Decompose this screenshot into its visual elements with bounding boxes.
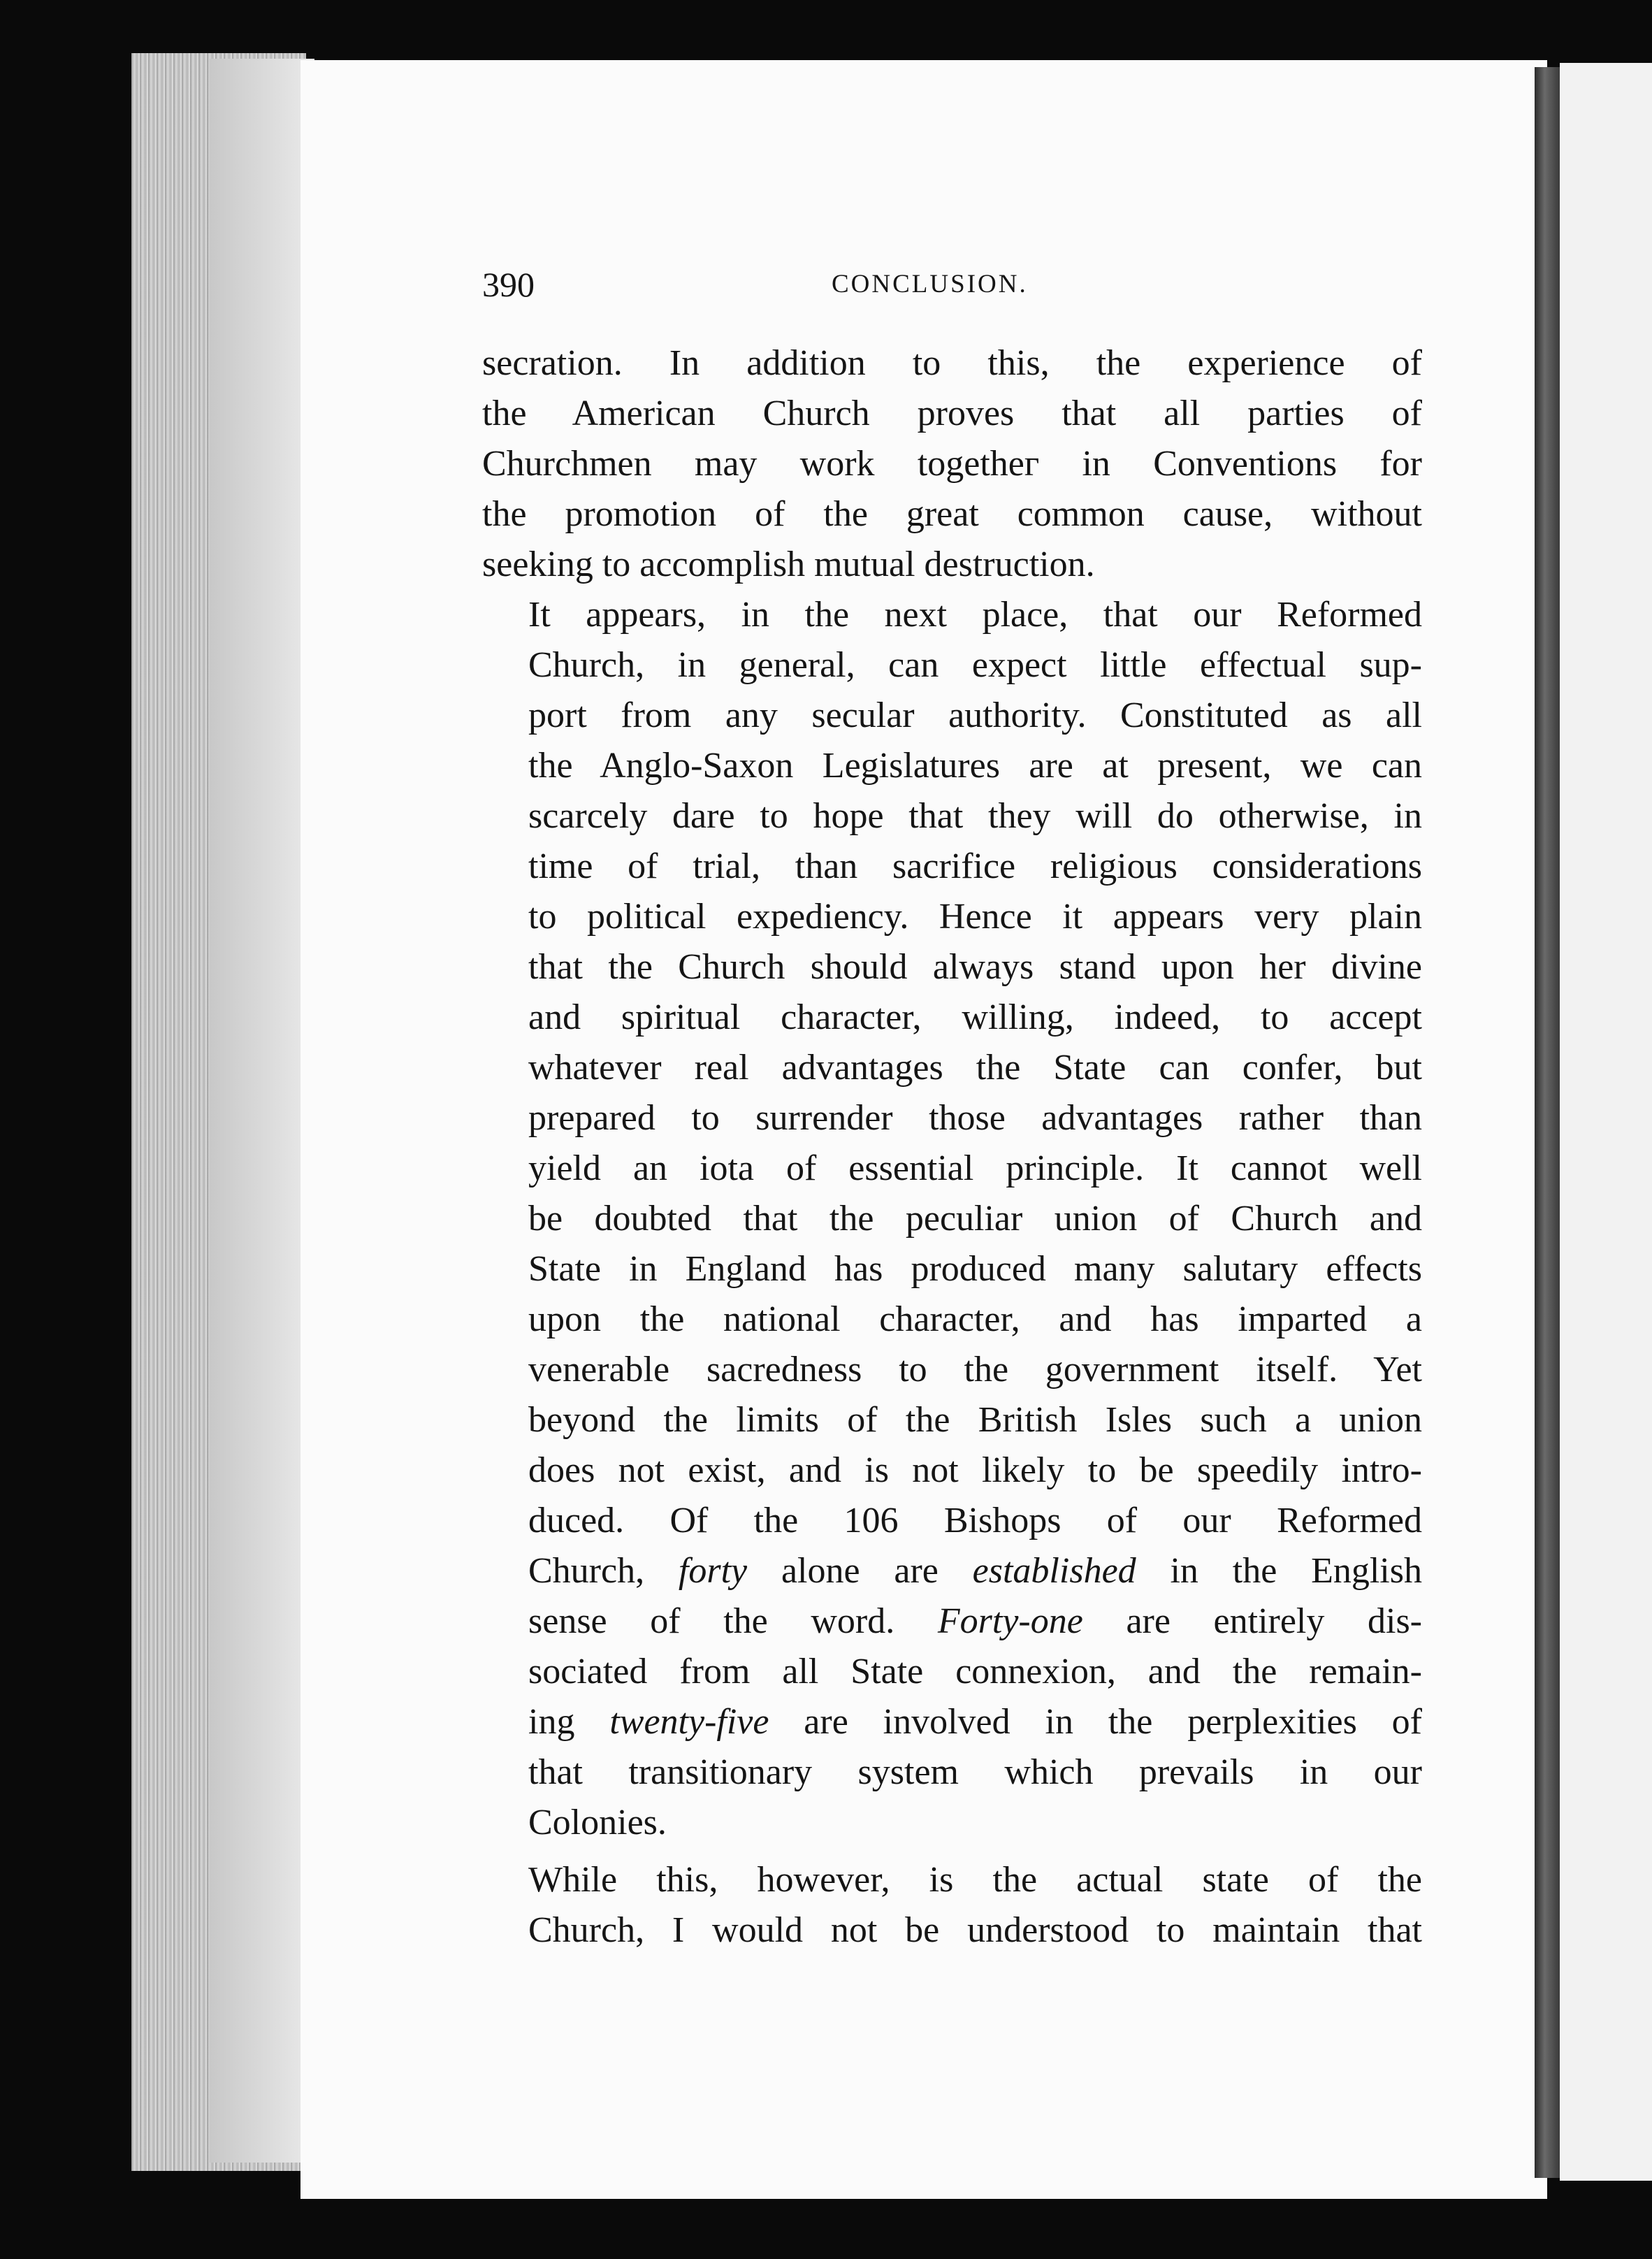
- text-segment: are entirely dis-: [1082, 1601, 1422, 1641]
- italic-text: Forty-one: [937, 1601, 1083, 1641]
- text-line: time of trial, than sacrifice religious considerations: [528, 846, 1422, 886]
- italic-text: twenty-five: [609, 1702, 769, 1742]
- text-line: the Anglo-Saxon Legislatures are at present, we can: [528, 746, 1422, 786]
- text-line: [482, 1546, 1422, 1596]
- text-line: scarcely dare to hope that they will do otherwise, in: [528, 796, 1422, 836]
- text-line: seeking to accomplish mutual destruction.: [482, 544, 1095, 584]
- book-spine-shadow: [1535, 67, 1560, 2178]
- text-segment: in the English: [1136, 1551, 1422, 1591]
- paragraph-3: [482, 1855, 1422, 1956]
- text-line: the promotion of the great common cause, without: [482, 494, 1422, 534]
- page-number: 390: [482, 265, 535, 304]
- text-line: that the Church should always stand upon her divine: [528, 947, 1422, 987]
- text-line: secration. In addition to this, the experience of: [482, 343, 1422, 383]
- text-line: does not exist, and is not likely to be speedily intro-: [528, 1450, 1422, 1490]
- italic-text: forty: [678, 1551, 748, 1591]
- text-segment: alone are: [747, 1551, 973, 1591]
- text-line: [482, 1596, 1422, 1647]
- text-line: upon the national character, and has imparted a: [528, 1299, 1422, 1339]
- text-line: sociated from all State connexion, and the remain-: [528, 1652, 1422, 1691]
- text-line: the American Church proves that all parties of: [482, 394, 1422, 433]
- text-line: be doubted that the peculiar union of Church and: [528, 1199, 1422, 1239]
- italic-text: established: [972, 1551, 1136, 1591]
- text-line: [482, 1697, 1422, 1747]
- page-header: [482, 260, 1422, 309]
- text-line: to political expediency. Hence it appears very plain: [528, 897, 1422, 937]
- text-line: Churchmen may work togetheг in Conventions for: [482, 444, 1422, 484]
- text-line: venerable sacredness to the government itself. Yet: [528, 1350, 1422, 1390]
- page-edges-inner: [210, 59, 314, 2163]
- text-segment: are involved in the perplexities of: [769, 1702, 1422, 1742]
- text-line: that transitionary system which prevails in our: [528, 1752, 1422, 1792]
- text-line: yield an iota of essential principle. It cannot well: [528, 1148, 1422, 1188]
- text-segment: ing: [528, 1702, 610, 1742]
- text-line: port from any secular authority. Constituted as all: [528, 695, 1422, 735]
- body-text: [482, 338, 1422, 1956]
- text-line: and spiritual character, willing, indeed, to accept: [528, 997, 1422, 1037]
- text-line: Church, I would not be understood to maintain that: [528, 1910, 1422, 1950]
- text-line: whatever real advantages the State can confer, but: [528, 1048, 1422, 1088]
- text-segment: Church,: [528, 1551, 679, 1591]
- text-line: While this, however, is the actual state of the: [528, 1860, 1422, 1900]
- facing-page-edge: [1560, 63, 1652, 2181]
- text-line: State in England has produced many salutary effects: [528, 1249, 1422, 1289]
- text-line: Church, in general, can expect little effectual sup-: [528, 645, 1422, 685]
- running-head: CONCLUSION.: [832, 270, 1028, 298]
- text-line: prepared to surrender those advantages rather than: [528, 1098, 1422, 1138]
- text-line: Colonies.: [528, 1803, 667, 1842]
- text-segment: sense of the word.: [528, 1601, 938, 1641]
- text-line: beyond the limits of the British Isles such a union: [528, 1400, 1422, 1440]
- text-line: It appears, in the next place, that our Reformed: [528, 595, 1422, 635]
- text-line: duced. Of the 106 Bishops of our Reformed: [528, 1501, 1422, 1540]
- paragraph-1: [482, 338, 1422, 590]
- paragraph-2: [482, 590, 1422, 1848]
